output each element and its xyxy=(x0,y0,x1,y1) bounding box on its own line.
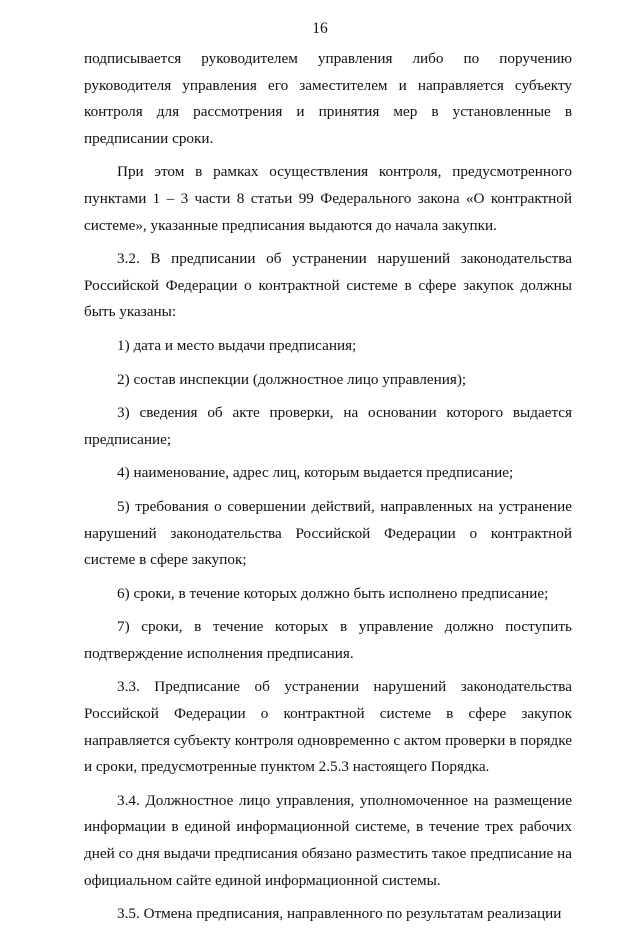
paragraph-continuation: подписывается руководителем управления либо по поручению руководителя управления его заместителем и направляется субъекту контроля для рассмотрения и принятия мер в установленные в предписании сроки. xyxy=(84,50,572,147)
list-item-2: 2) состав инспекции (должностное лицо управления); xyxy=(117,370,467,388)
paragraph-3-2: 3.2. В предписании об устранении нарушений законодательства Российской Федерации о контрактной системе в сфере закупок должны быть указаны: xyxy=(84,250,572,321)
paragraph-3-3: 3.3. Предписание об устранении нарушений законодательства Российской Федерации о контрактной системе в сфере закупок направляется субъекту контроля одновременно с актом проверки в порядке и сроки, предусмотренные пунктом 2.5.3 настоящего Порядка. xyxy=(84,678,572,776)
list-item-7: 7) сроки, в течение которых в управление должно поступить подтверждение исполнения предписания. xyxy=(84,618,572,662)
list-item-3: 3) сведения об акте проверки, на основании которого выдается предписание; xyxy=(84,404,572,448)
page-number: 16 xyxy=(312,20,328,37)
list-item-5: 5) требования о совершении действий, направленных на устранение нарушений законодательства Российской Федерации о контрактной системе в сфере закупок; xyxy=(84,497,572,569)
list-item-6: 6) сроки, в течение которых должно быть исполнено предписание; xyxy=(117,584,549,602)
paragraph-3-5: 3.5. Отмена предписания, направленного по результатам реализации xyxy=(117,905,562,923)
body-text xyxy=(84,46,572,935)
paragraph-3-4: 3.4. Должностное лицо управления, уполномоченное на размещение информации в единой информационной системе, в течение трех рабочих дней со дня выдачи предписания обязано разместить такое предписание на официальном сайте единой информационной системы. xyxy=(84,791,572,889)
list-item-1: 1) дата и место выдачи предписания; xyxy=(117,336,357,354)
paragraph-control-note: При этом в рамках осуществления контроля, предусмотренного пунктами 1 – 3 части 8 статьи 99 Федерального закона «О контрактной системе», указанные предписания выдаются до начала закупки. xyxy=(84,163,572,234)
list-item-4: 4) наименование, адрес лиц, которым выдается предписание; xyxy=(117,464,514,482)
